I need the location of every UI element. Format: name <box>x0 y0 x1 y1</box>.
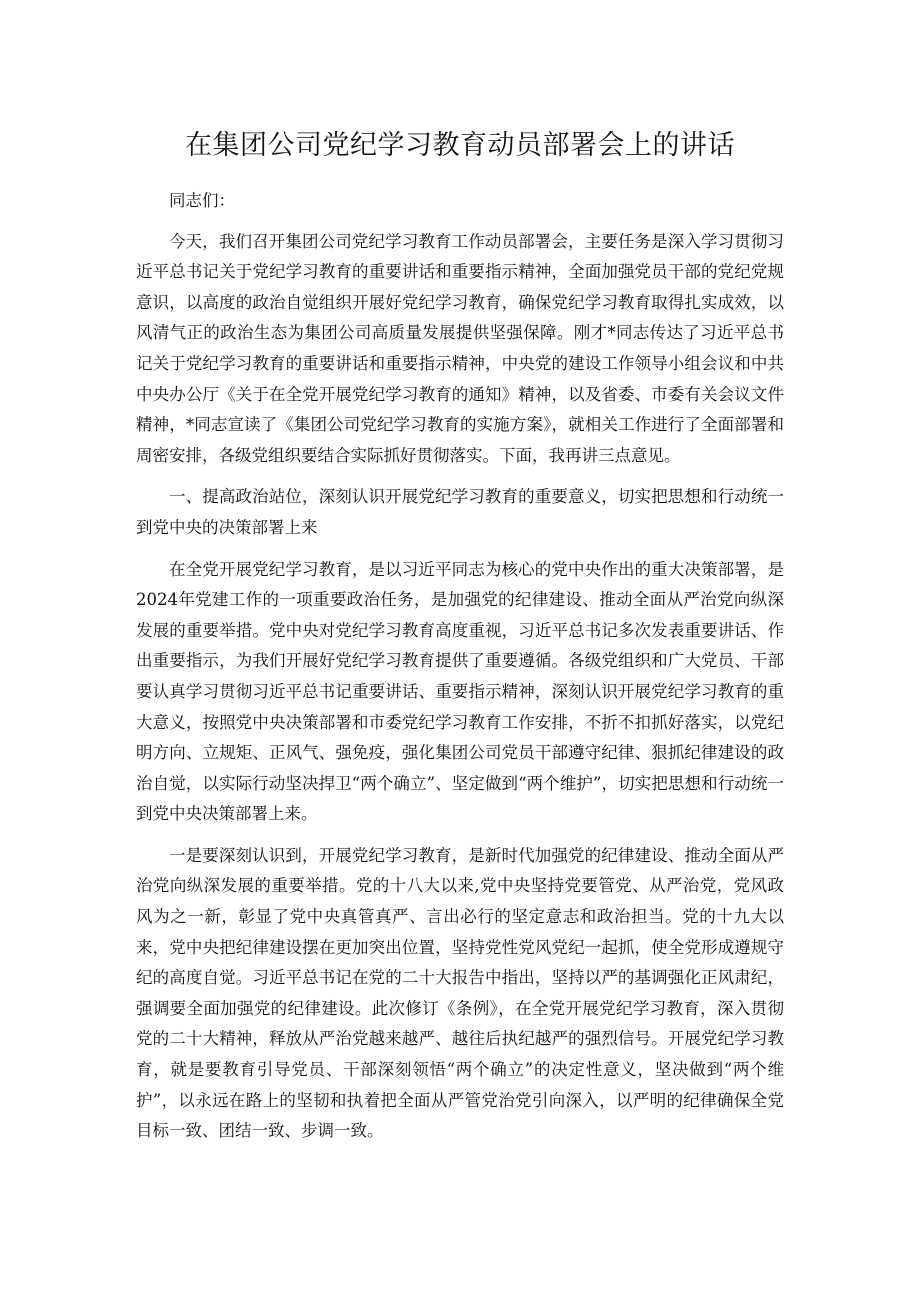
paragraph-opening: 今天，我们召开集团公司党纪学习教育工作动员部署会，主要任务是深入学习贯彻习近平总书记关于党纪学习教育的重要讲话和重要指示精神，全面加强党员干部的党纪党规意识，以高度的政治自觉组织开展好党纪学习教育，确保党纪学习教育取得扎实成效，以风清气正的政治生态为集团公司高质量发展提供坚强保障。刚才*同志传达了习近平总书记关于党纪学习教育的重要讲话和重要指示精神，中央党的建设工作领导小组会议和中共中央办公厅《关于在全党开展党纪学习教育的通知》精神，以及省委、市委有关会议文件精神，*同志宣读了《集团公司党纪学习教育的实施方案》，就相关工作进行了全面部署和周密安排，各级党组织要结合实际抓好贯彻落实。下面，我再讲三点意见。 <box>136 231 784 465</box>
document-body <box>136 186 784 1147</box>
paragraph-section-1: 在全党开展党纪学习教育，是以习近平同志为核心的党中央作出的重大决策部署，是2024年党建工作的一项重要政治任务，是加强党的纪律建设、推动全面从严治党向纵深发展的重要举措。党中央对党纪学习教育高度重视，习近平总书记多次发表重要讲话、作出重要指示，为我们开展好党纪学习教育提供了重要遵循。各级党组织和广大党员、干部要认真学习贯彻习近平总书记重要讲话、重要指示精神，深刻认识开展党纪学习教育的重大意义，按照党中央决策部署和市委党纪学习教育工作安排，不折不扣抓好落实，以党纪明方向、立规矩、正风气、强免疫，强化集团公司党员干部遵守纪律、狠抓纪律建设的政治自觉，以实际行动坚决捍卫“两个确立”、坚定做到“两个维护”，切实把思想和行动统一到党中央决策部署上来。 <box>136 559 784 824</box>
paragraph-point-1: 一是要深刻认识到，开展党纪学习教育，是新时代加强党的纪律建设、推动全面从严治党向纵深发展的重要举措。党的十八大以来,党中央坚持党要管党、从严治党，党风政风为之一新，彰显了党中央真管真严、言出必行的坚定意志和政治担当。党的十九大以来，党中央把纪律建设摆在更加突出位置，坚持党性党风党纪一起抓，使全党形成遵规守纪的高度自觉。习近平总书记在党的二十大报告中指出，坚持以严的基调强化正风肃纪，强调要全面加强党的纪律建设。此次修订《条例》，在全党开展党纪学习教育，深入贯彻党的二十大精神，释放从严治党越来越严、越往后执纪越严的强烈信号。开展党纪学习教育，就是要教育引导党员、干部深刻领悟“两个确立”的决定性意义，坚决做到“两个维护”，以永远在路上的坚韧和执着把全面从严管党治党引向深入，以严明的纪律确保全党目标一致、团结一致、步调一致。 <box>136 845 784 1141</box>
document-title: 在集团公司党纪学习教育动员部署会上的讲话 <box>185 130 735 161</box>
section-heading-1: 一、提高政治站位，深刻认识开展党纪学习教育的重要意义，切实把思想和行动统一到党中央的决策部署上来 <box>136 487 784 537</box>
salutation: 同志们： <box>169 191 235 210</box>
